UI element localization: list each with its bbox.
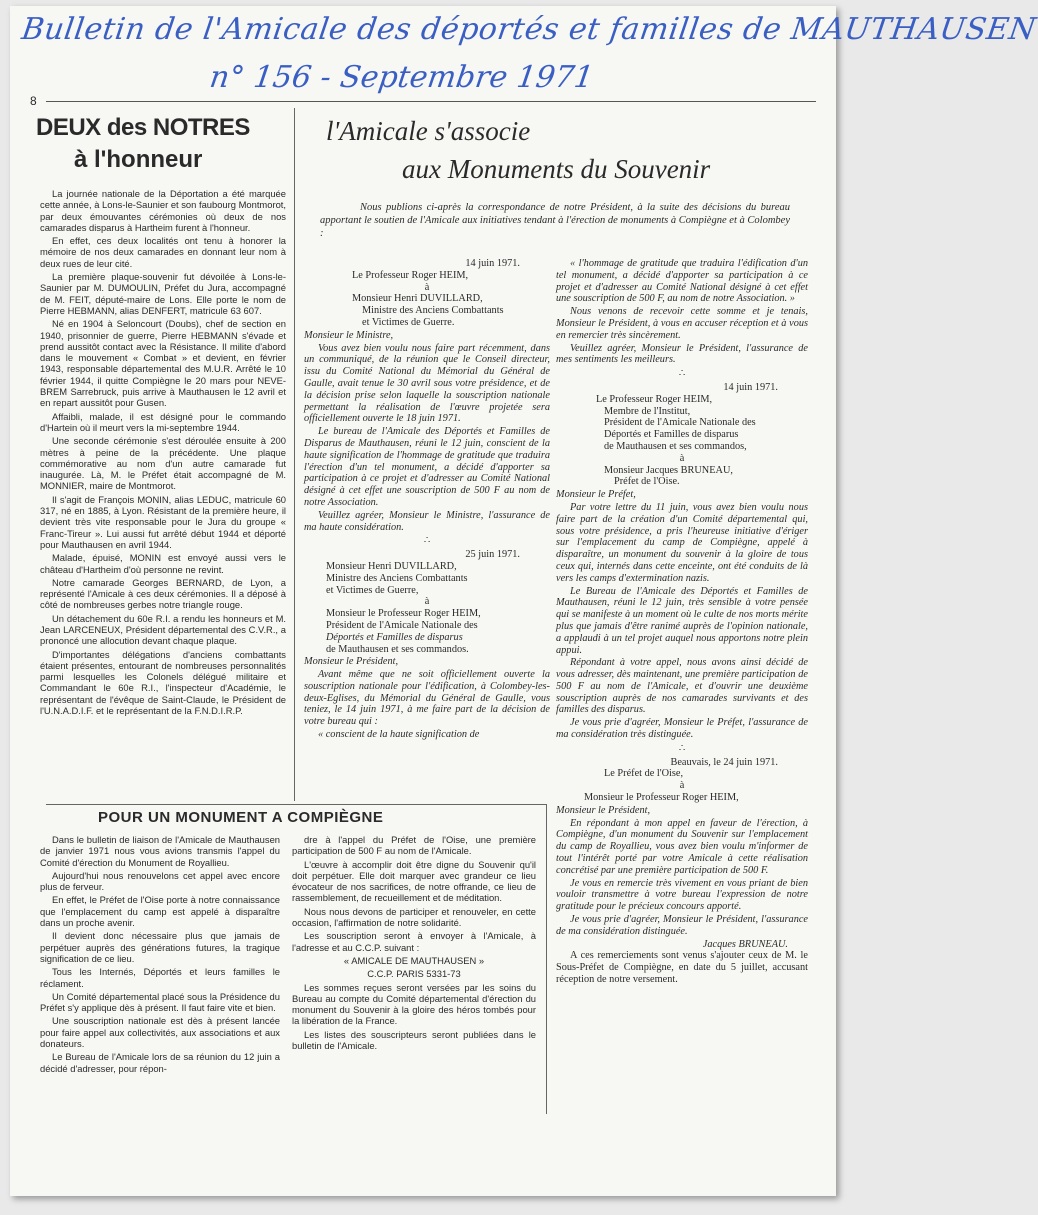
letter3-from5: de Mauthausen et ses commandos, <box>604 440 747 452</box>
left-article-paragraph: Notre camarade Georges BERNARD, de Lyon, a représenté l'Amicale à ces deux cérémonies. Il a déposé à côté de nombreuses gerbes notre triangle rouge. <box>40 576 286 611</box>
letter-paragraph: « l'hommage de gratitude que traduira l'édification d'un tel monument, a décidé d'apporter sa participation à ce projet et d'adresser au Comité National désigné à cet effet une souscription de 500 F, au nom de notre Association. » <box>556 258 808 305</box>
left-article-title-line2: à l'honneur <box>74 146 203 173</box>
bottom-article-paragraph: Un Comité départemental placé sous la Présidence du Préfet s'y applique dès à présent. Il faut faire vite et bien. <box>40 990 280 1014</box>
column-divider <box>294 108 295 801</box>
letter4-body <box>556 818 808 938</box>
bottom-article-top-rule <box>46 804 546 805</box>
letter-paragraph: Vous avez bien voulu nous faire part récemment, dans un communiqué, de la réunion que le Conseil directeur, issu du Comité National du Mémorial du Général de Gaulle, avait tenue le 30 avril sous votre présidence, et de la décision prise selon laquelle la souscription nationale permettant la réalisation de l'œuvre projetée sera officiellement ouverte le 18 juin 1971. <box>304 342 550 425</box>
letter-paragraph: Je vous prie d'agréer, Monsieur le Président, l'assurance de ma considération distinguée. <box>556 914 808 937</box>
letter-paragraph: Avant même que ne soit officiellement ouverte la souscription nationale pour l'édification, à Colombey-les-deux-Eglises, du Mémorial du Général de Gaulle, vous teniez, le 14 juin 1971, à me faire part de la décision de votre bureau qui : <box>304 669 550 728</box>
letter-paragraph: Nous venons de recevoir cette somme et je tenais, Monsieur le Président, à vous en accuser réception et à vous en remercier très sincèrement. <box>556 306 808 341</box>
letter2-continued <box>556 258 808 366</box>
left-article-paragraph: La première plaque-souvenir fut dévoilée à Lons-le-Saunier par M. DUMOULIN, Préfet du Jura, accompagné de M. FEIT, député-maire de Lons. Elle porte le nom de Pierre HEBMANN, alias DENFERT, matricule 63 607. <box>40 271 286 316</box>
letter3-to1: Monsieur Jacques BRUNEAU, <box>604 464 733 476</box>
letter2-to3: Déportés et Familles de disparus <box>326 631 463 643</box>
page-number: 8 <box>30 94 37 108</box>
letter2-to2: Président de l'Amicale Nationale des <box>326 619 478 631</box>
letter1-from: Le Professeur Roger HEIM, <box>352 269 469 281</box>
letter3-a: à <box>679 452 685 464</box>
letter3-salutation: Monsieur le Préfet, <box>556 489 636 501</box>
left-article-paragraph: Une seconde cérémonie s'est déroulée ensuite à 200 mètres à peine de la précédente. Une plaque commémorative au nom d'un autre camarade fut inaugurée. Là, M. le Préfet était accompagné de M. MONNIER, maire de Montmorot. <box>40 435 286 492</box>
letter1-date: 14 juin 1971. <box>465 258 520 269</box>
left-article-paragraph: Il s'agit de François MONIN, alias LEDUC, matricule 60 317, né en 1885, à Lyon. Résistant de la première heure, il devient très vite responsable pour le Jura du groupe « Franc-Tireur ». Lui aussi fut arrêté début 1944 et déporté pour Mauthausen en avril 1944. <box>40 493 286 550</box>
letter1-to3: et Victimes de Guerre. <box>362 316 455 328</box>
letter2-from2: Ministre des Anciens Combattants <box>326 572 468 584</box>
bottom-article-paragraph: Tous les Internés, Déportés et leurs familles le réclament. <box>40 966 280 989</box>
letter-paragraph: En répondant à mon appel en faveur de l'érection, à Compiègne, d'un monument du Souvenir sur l'emplacement du camp de Royallieu, vous avez bien voulu m'informer de tout l'intérêt porté par votre Amicale à cette réalisation concrétisé par une première participation de 500 F. <box>556 817 808 876</box>
bottom-article-paragraph: Les sommes reçues seront versées par les soins du Bureau au compte du Comité départemental d'érection du monument du Souvenir à la gloire des héros tombés pour la libération de la France. <box>292 981 536 1027</box>
letter3-to2: Préfet de l'Oise. <box>614 476 680 488</box>
bottom-article-paragraph: Aujourd'hui nous renouvelons cet appel avec encore plus de ferveur. <box>40 869 280 893</box>
separator-3: ∴ <box>678 742 686 754</box>
letter4-to: Monsieur le Professeur Roger HEIM, <box>584 792 739 804</box>
left-article-title-line1: DEUX des NOTRES <box>36 114 250 141</box>
letter3-body <box>556 502 808 741</box>
bottom-article-paragraph: Les souscription seront à envoyer à l'Amicale, à l'adresse et au C.C.P. suivant : <box>292 930 536 953</box>
bottom-article-paragraph: Le Bureau de l'Amicale lors de sa réunion du 12 juin a décidé d'adresser, pour répon- <box>40 1051 280 1074</box>
letters-middle-column <box>304 258 550 801</box>
letter-paragraph: Je vous en remercie très vivement en vous priant de bien vouloir transmettre à votre bureau l'expression de notre gratitude pour le précieux concours apporté. <box>556 877 808 913</box>
handwritten-issue-number: n° 156 - Septembre 1971 <box>207 60 596 95</box>
separator-2: ∴ <box>678 368 686 380</box>
letter2-a: à <box>424 596 430 608</box>
letter-paragraph: Le bureau de l'Amicale des Déportés et Familles de Disparus de Mauthausen, réuni le 12 juin, conscient de la haute signification de l'hommage de gratitude que traduira l'érection d'un tel monument, a décidé d'apporter sa participation à ce projet et d'adresser au Comité National désigné à cet effet une souscription de 500 F au nom de notre Association. <box>304 426 550 508</box>
bottom-article-paragraph: En effet, le Préfet de l'Oise porte à notre connaissance que l'emplacement du camp est appelé à disparaître dans un proche avenir. <box>40 894 280 929</box>
newspaper-page <box>10 6 1038 1196</box>
left-article-paragraph: En effet, ces deux localités ont tenu à honorer la mémoire de nos deux camarades en donnant leur nom à deux rues de leur cité. <box>40 235 286 269</box>
bottom-article-paragraph: L'œuvre à accomplir doit être digne du Souvenir qu'il doit perpétuer. Elle doit marquer avec grandeur ce lieu évocateur de nos sacrifices, de notre offrande, ce lieu de rassemblement, de recueillement et de méditation. <box>292 858 536 904</box>
letter2-from3: et Victimes de Guerre, <box>326 584 419 596</box>
bottom-article-paragraph: Les listes des souscripteurs seront publiées dans le bulletin de l'Amicale. <box>292 1028 536 1052</box>
letter4-from: Le Préfet de l'Oise, <box>604 768 684 780</box>
letter4-date: Beauvais, le 24 juin 1971. <box>670 756 778 768</box>
letter3-from3: Président de l'Amicale Nationale des <box>604 417 756 429</box>
top-rule <box>46 101 816 102</box>
address-line1: « AMICALE DE MAUTHAUSEN » <box>343 954 485 966</box>
letter3-from1: Le Professeur Roger HEIM, <box>596 393 713 405</box>
right-article-intro: Nous publions ci-après la correspondance de notre Président, à la suite des décisions du bureau apportant le soutien de l'Amicale aux initiatives tendant à l'érection de monuments à Compiègne et à Colombey : <box>320 202 790 239</box>
letter1-a: à <box>424 281 430 293</box>
bottom-article-column2 <box>292 834 536 1194</box>
letter-paragraph: Par votre lettre du 11 juin, vous avez bien voulu nous faire part de la création d'un Comité départemental qui, sous votre présidence, a pris l'heureuse initiative d'ériger sur l'emplacement du camp de Compiègne, appelé à disparaître, un monument du souvenir à la gloire de tous ceux qui, internés dans cette enceinte, ont été conduits de là vers les camps d'extermination nazis. <box>556 501 808 584</box>
left-article-paragraph: La journée nationale de la Déportation a été marquée cette année, à Lons-le-Saunier et son faubourg Montmorot, par deux émouvantes cérémonies où deux de nos camarades disparus à Hartheim furent à l'honneur. <box>40 188 286 233</box>
separator-1: ∴ <box>423 535 431 547</box>
letter-paragraph: Veuillez agréer, Monsieur le Président, l'assurance de mes sentiments les meilleurs. <box>556 342 808 366</box>
letter3-from2: Membre de l'Institut, <box>604 405 691 417</box>
letter-paragraph: Je vous prie d'agréer, Monsieur le Préfet, l'assurance de ma considération très distinguée. <box>556 717 808 741</box>
letter4-a: à <box>679 780 685 792</box>
letter2-from1: Monsieur Henri DUVILLARD, <box>326 560 457 572</box>
letter-paragraph: Le Bureau de l'Amicale des Déportés et Familles de Mauthausen, réuni le 12 juin, très sensible à votre pensée qui se manifeste à un moment où le culte de nos morts mérite plus que jamais d'être ranimé auprès de l'opinion nationale, a applaudi à un tel projet auquel nous apportons notre plein appui. <box>556 585 808 656</box>
letter-paragraph: « conscient de la haute signification de <box>318 729 480 741</box>
bottom-article-title: POUR UN MONUMENT A COMPIÈGNE <box>98 809 384 826</box>
right-article-title-line1: l'Amicale s'associe <box>326 116 531 146</box>
letter2-to1: Monsieur le Professeur Roger HEIM, <box>326 608 481 620</box>
letter-paragraph: Veuillez agréer, Monsieur le Ministre, l'assurance de ma haute considération. <box>304 509 550 533</box>
bottom-article-paragraph: Une souscription nationale est dès à présent lancée pour faire appel aux collectivités, aux associations et aux donateurs. <box>40 1015 280 1050</box>
left-article-paragraph: D'importantes délégations d'anciens combattants étaient présentes, entourant de nombreuses personnalités parmi lesquelles les Colonels délégué militaire et Commandant le 60e R.I., l'inspecteur d'Académie, le représentant de l'évêque de Saint-Claude, le Président de l'U.N.A.D.I.F. et le représentant de la F.N.D.I.R.P. <box>40 648 286 717</box>
bottom-article-paragraph: dre à l'appel du Préfet de l'Oise, une première participation de 500 F au nom de l'Amicale. <box>292 834 536 857</box>
letter3-from4: Déportés et Familles de disparus <box>604 429 739 441</box>
bottom-article-column1 <box>40 834 280 1194</box>
letter3-date: 14 juin 1971. <box>723 381 778 393</box>
letter2-date: 25 juin 1971. <box>465 549 520 561</box>
letter1-body <box>304 343 550 534</box>
letter4-signature: Jacques BRUNEAU. <box>702 938 788 950</box>
letter4-salutation: Monsieur le Président, <box>556 804 651 816</box>
left-article-body <box>40 188 286 800</box>
letter-paragraph: Répondant à votre appel, nous avons ainsi décidé de vous adresser, dès maintenant, une première participation de 500 F au nom de l'Amicale, et d'ouvrir une deuxième souscription auprès de nos camarades survivants et des familles des disparus. <box>556 657 808 716</box>
handwritten-bulletin-title: Bulletin de l'Amicale des déportés et familles de MAUTHAUSEN <box>19 12 1038 47</box>
left-article-paragraph: Né en 1904 à Seloncourt (Doubs), chef de section en 1940, prisonnier de guerre, Pierre HEBMANN s'évade et prend aussitôt contact avec la Résistance. Il milite d'abord dans le mouvement « Combat » et devient, en février 1943, responsable départemental des M.U.R. Arrêté le 10 février 1944, il quitte Compiègne le 20 mars pour NEVE-BREM Sarrebruck, puis arrive à Mauthausen le 12 avril et en repart aussitôt pour Gusen. <box>40 318 286 409</box>
bottom-article-right-rule <box>546 804 547 1114</box>
right-article-title-line2: aux Monuments du Souvenir <box>402 154 711 184</box>
letter2-body <box>304 669 550 741</box>
bottom-article-paragraph: Il devient donc nécessaire plus que jamais de perpétuer auprès des générations futures, la tragique signification de ce lieu. <box>40 930 280 964</box>
letter1-salutation: Monsieur le Ministre, <box>304 329 394 341</box>
letter4-closing: A ces remerciements sont venus s'ajouter ceux de M. le Sous-Préfet de Compiègne, en date du 5 juillet, accusant réception de notre versement. <box>556 950 808 986</box>
letter2-salutation: Monsieur le Président, <box>304 656 399 668</box>
letter1-to2: Ministre des Anciens Combattants <box>362 305 504 317</box>
bottom-article-paragraph: Dans le bulletin de liaison de l'Amicale de Mauthausen de janvier 1971 nous vous avions transmis l'appel du Comité d'érection du Monument de Royallieu. <box>40 834 280 868</box>
address-line2: C.C.P. PARIS 5331-73 <box>367 968 461 980</box>
bottom-article-paragraph: Nous nous devons de participer et renouveler, en cette occasion, l'affirmation de notre solidarité. <box>292 905 536 929</box>
letter1-to1: Monsieur Henri DUVILLARD, <box>352 293 483 305</box>
left-article-paragraph: Malade, épuisé, MONIN est envoyé aussi vers le château d'Hartheim d'où personne ne revint. <box>40 552 286 575</box>
letter2-to4: de Mauthausen et ses commandos. <box>326 643 469 655</box>
left-article-paragraph: Affaibli, malade, il est désigné pour le commando d'Hartein où il meurt vers la mi-septembre 1944. <box>40 410 286 433</box>
letters-right-column <box>556 258 808 1183</box>
left-article-paragraph: Un détachement du 60e R.I. a rendu les honneurs et M. Jean LARCENEUX, Président départemental des C.V.R., a prononcé une allocution devant chaque plaque. <box>40 612 286 647</box>
